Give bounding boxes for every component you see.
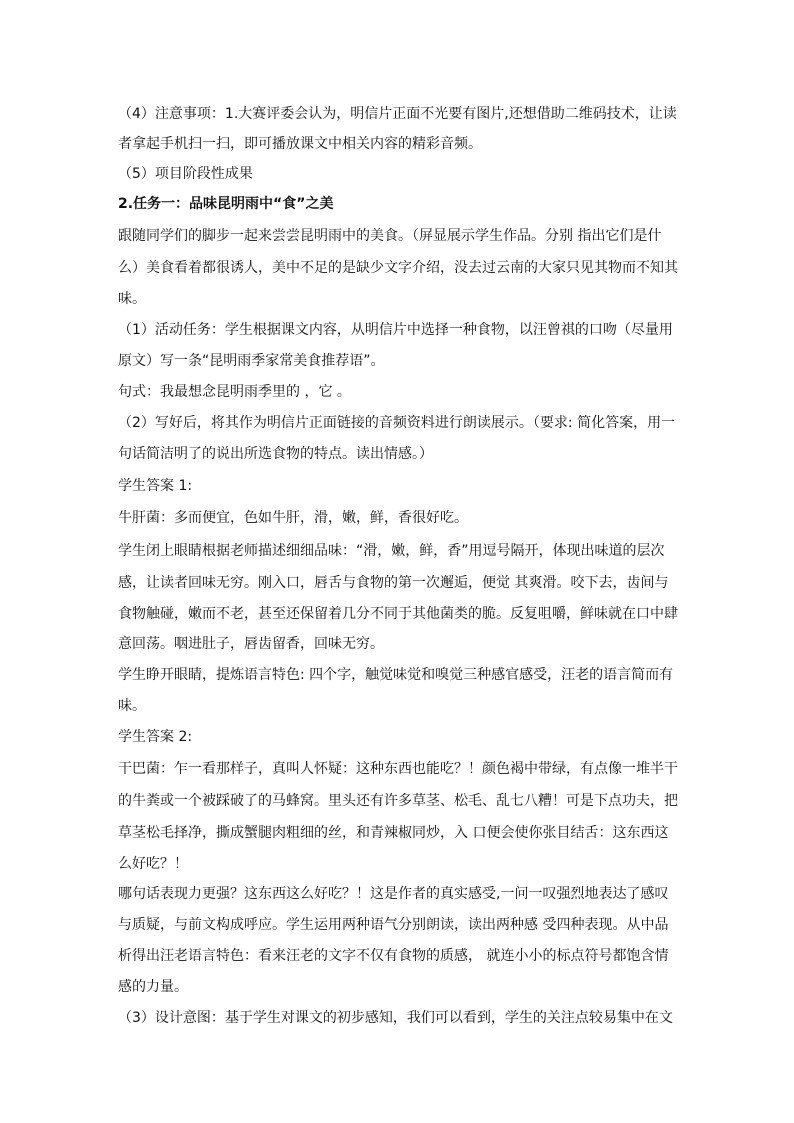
text-line: 么）美食看着都很诱人，美中不足的是缺少文字介绍，没去过云南的大家只见其物而不知其 [118, 260, 678, 276]
text-line: （2）写好后，将其作为明信片正面链接的音频资料进行朗读展示。（要求: 简化答案，用一 [118, 415, 676, 431]
text-line: 哪句话表现力更强？这东西这么好吃？！这是作者的真实感受,一问一叹强烈地表达了感叹 [118, 886, 669, 902]
text-line: 句话简洁明了的说出所选食物的特点。读出情感。） [118, 446, 433, 462]
text-line: （4）注意事项：1.大赛评委会认为，明信片正面不光要有图片,还想借助二维码技术，让读 [118, 106, 677, 122]
text-line: 意回荡。咽进肚子，唇齿留香，回味无穷。 [118, 636, 384, 652]
text-line: 与质疑，与前文构成呼应。学生运用两种语气分别朗读，读出两种感 受四种表现。从中品 [118, 917, 669, 933]
text-line: 学生答案 2: [118, 729, 193, 745]
text-line: 句式：我最想念昆明雨季里的 ，它 。 [118, 384, 351, 400]
text-line: （3）设计意图：基于学生对课文的初步感知，我们可以看到，学生的关注点较易集中在文 [118, 1010, 673, 1026]
section-heading: 2.任务一：品味昆明雨中“食”之美 [118, 196, 334, 212]
text-line: 干巴菌：乍一看那样子，真叫人怀疑：这种东西也能吃？！颜色褐中带绿，有点像一堆半干 [118, 761, 678, 777]
text-line: 者拿起手机扫一扫，即可播放课文中相关内容的精彩音频。 [118, 136, 482, 152]
text-line: 学生闭上眼睛根据老师描述细细品味：“滑，嫩，鲜，香”用逗号隔开，体现出味道的层次 [118, 543, 665, 559]
text-line: 跟随同学们的脚步一起来尝尝昆明雨中的美食。（屏显展示学生作品。分别 指出它们是什 [118, 228, 662, 244]
text-line: 感，让读者回味无穷。刚入口，唇舌与食物的第一次邂逅，便觉 其爽滑。咬下去，齿间与 [118, 575, 669, 591]
text-line: 食物触碰，嫩而不老，甚至还保留着几分不同于其他菌类的脆。反复咀嚼，鲜味就在口中肆 [118, 606, 678, 622]
text-line: 学生答案 1: [118, 478, 193, 494]
text-line: 味。 [118, 698, 146, 714]
text-line: 学生睁开眼睛，提炼语言特色: 四个字，触觉味觉和嗅觉三种感官感受，汪老的语言简而有 [118, 667, 674, 683]
text-line: 析得出汪老语言特色：看来汪老的文字不仅有食物的质感， 就连小小的标点符号都饱含情 [118, 948, 669, 964]
text-line: 草茎松毛择净，撕成蟹腿肉粗细的丝，和青辣椒同炒，入 口便会使你张目结舌：这东西这 [118, 825, 669, 841]
text-line: 原文）写一条“昆明雨季家常美食推荐语”。 [118, 353, 385, 369]
text-line: 么好吃？！ [118, 856, 188, 872]
text-line: （5）项目阶段性成果 [118, 166, 253, 182]
text-line: 感的力量。 [118, 979, 188, 995]
text-line: 牛肝菌：多而便宜，色如牛肝，滑，嫩，鲜，香很好吃。 [118, 510, 468, 526]
text-line: 的牛粪或一个被踩破了的马蜂窝。里头还有许多草茎、松毛、乱七八糟！可是下点功夫，把 [118, 793, 678, 809]
text-line: 味。 [118, 291, 146, 307]
text-line: （1）活动任务：学生根据课文内容，从明信片中选择一种食物，以汪曾祺的口吻（尽量用 [118, 322, 673, 338]
